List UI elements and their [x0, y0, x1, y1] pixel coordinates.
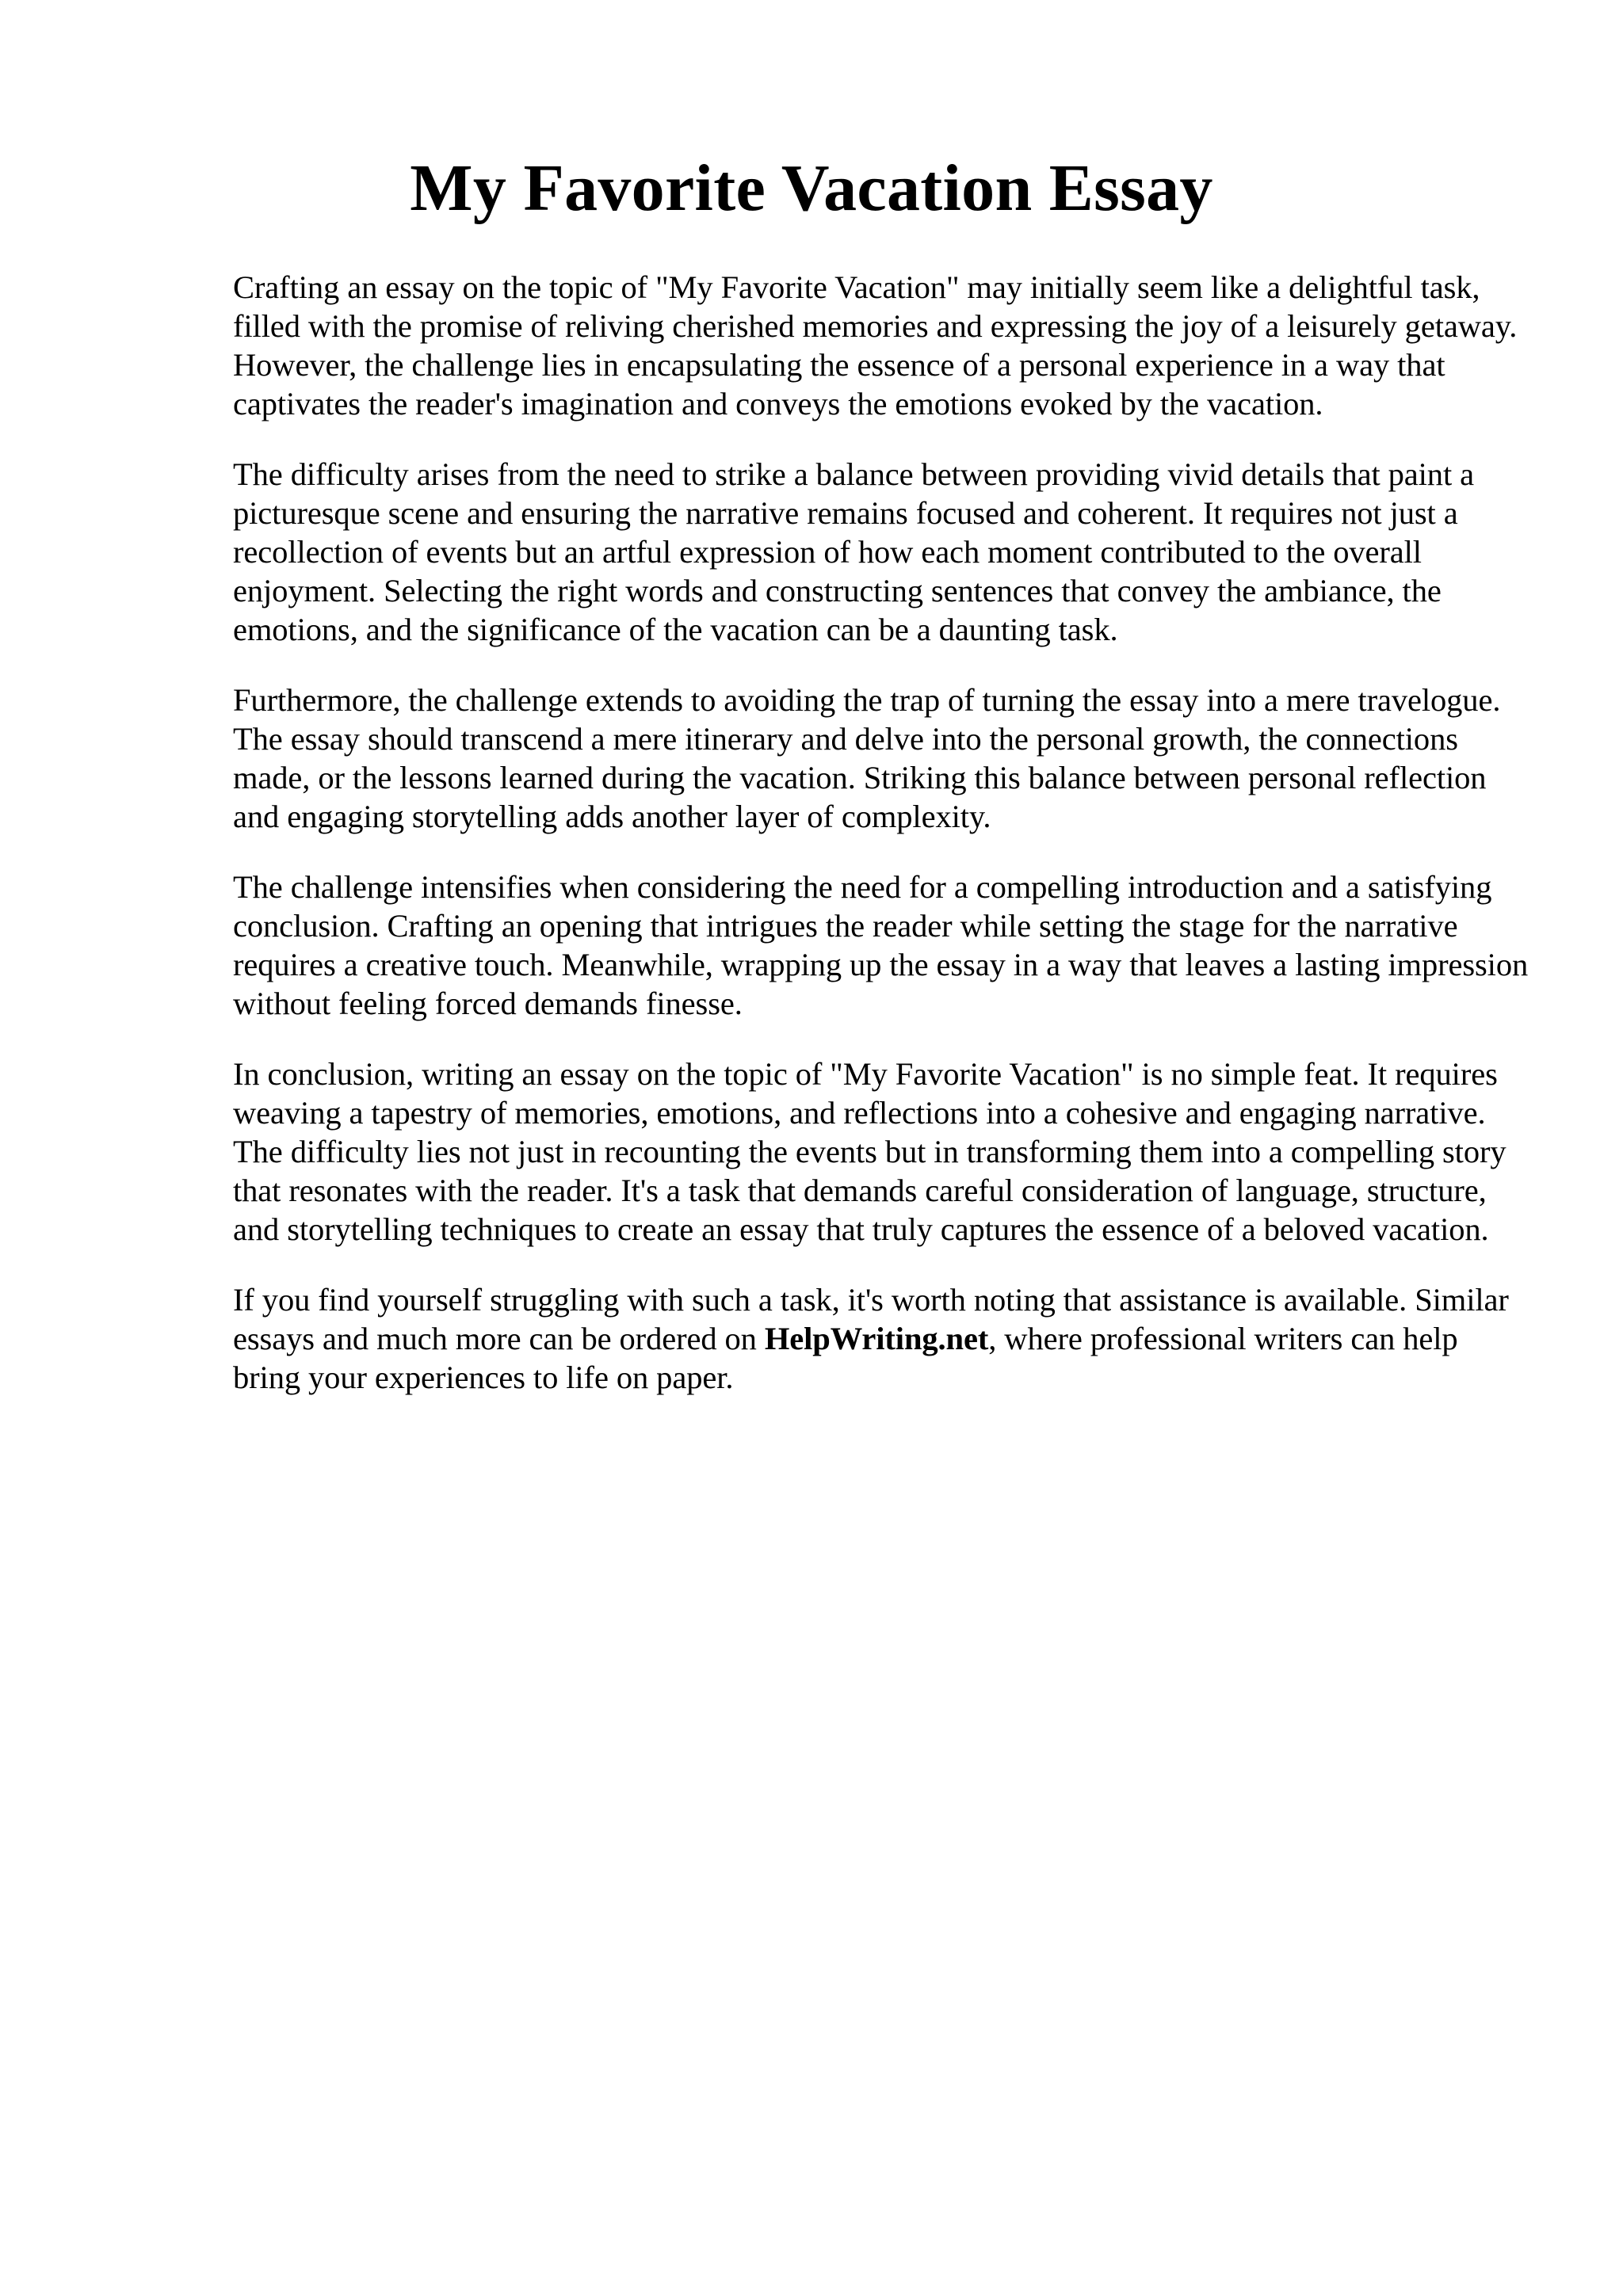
closing-text-after-link: , where professional writers can help bring your experiences to life on paper.	[233, 1321, 1458, 1395]
closing-text-before-link: If you find yourself struggling with such a task, it's worth noting that assistance is available. Similar essays and much more can be ordered on	[233, 1282, 1509, 1356]
paragraph-travelogue: Furthermore, the challenge extends to avoiding the trap of turning the essay into a mere travelogue. The essay should transcend a mere itinerary and delve into the personal growth, the connections made, or the lessons learned during the vacation. Striking this balance between personal reflection and engaging storytelling adds another layer of complexity.	[233, 682, 1501, 834]
paragraph-introduction-conclusion: The challenge intensifies when considering the need for a compelling introduction and a satisfying conclusion. Crafting an opening that intrigues the reader while setting the stage for the narrative requires a creative touch. Meanwhile, wrapping up the essay in a way that leaves a lasting impression without feeling forced demands finesse.	[233, 869, 1529, 1021]
paragraph-intro: Crafting an essay on the topic of "My Favorite Vacation" may initially seem like a delightful task, filled with the promise of reliving cherished memories and expressing the joy of a leisurely getaway. However, the challenge lies in encapsulating the essence of a personal experience in a way that captivates the reader's imagination and conveys the emotions evoked by the vacation.	[233, 269, 1518, 421]
helpwriting-link[interactable]: HelpWriting.net	[764, 1321, 989, 1356]
page-title: My Favorite Vacation Essay	[410, 151, 1213, 225]
essay-body	[233, 268, 1533, 1428]
paragraph-closing	[233, 1280, 1533, 1397]
paragraph-conclusion: In conclusion, writing an essay on the topic of "My Favorite Vacation" is no simple feat. It requires weaving a tapestry of memories, emotions, and reflections into a cohesive and engaging narrative. The difficulty lies not just in recounting the events but in transforming them into a compelling story that resonates with the reader. It's a task that demands careful consideration of language, structure, and storytelling techniques to create an essay that truly captures the essence of a beloved vacation.	[233, 1056, 1507, 1247]
paragraph-difficulty: The difficulty arises from the need to strike a balance between providing vivid details that paint a picturesque scene and ensuring the narrative remains focused and coherent. It requires not just a recollection of events but an artful expression of how each moment contributed to the overall enjoyment. Selecting the right words and constructing sentences that convey the ambiance, the emotions, and the significance of the vacation can be a daunting task.	[233, 456, 1475, 647]
